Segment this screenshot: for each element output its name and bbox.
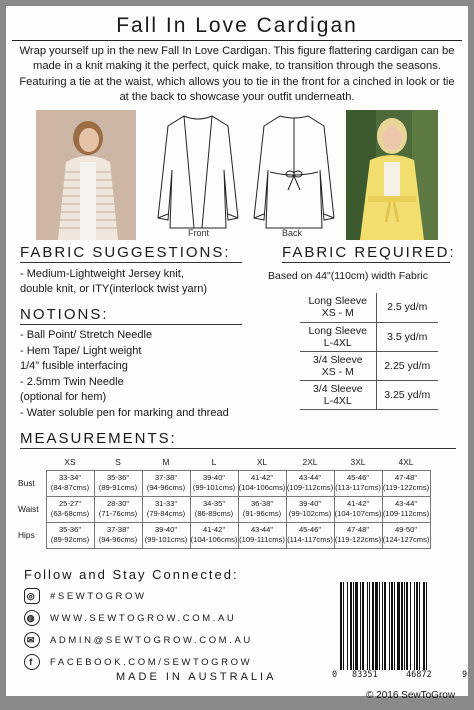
cm-value: (99-102cms) — [288, 509, 332, 518]
cm-value: (109-112cms) — [382, 509, 430, 518]
cm-value: (79-84cms) — [146, 509, 186, 518]
table-cell — [334, 522, 382, 548]
inches-value: 43-44" — [298, 473, 322, 482]
inches-value: 33-34" — [58, 473, 82, 482]
cm-value: (109-111cms) — [239, 535, 285, 544]
cm-value: (63-68cms) — [50, 509, 90, 518]
fabric-amount: 3.5 yd/m — [376, 322, 438, 351]
barcode-digits-2: 46872 — [406, 670, 432, 680]
barcode-bar — [404, 582, 405, 670]
table-cell — [334, 470, 382, 496]
list-item: (optional for hem) — [20, 391, 107, 404]
table-cell — [286, 496, 334, 522]
barcode-bar — [414, 582, 415, 670]
barcode-bar — [355, 582, 358, 670]
inches-value: 36-38" — [250, 499, 274, 508]
inches-value: 35-36" — [106, 473, 130, 482]
inches-value: 28-30" — [106, 499, 130, 508]
table-cell — [238, 522, 286, 548]
list-item: - 2.5mm Twin Needle — [20, 375, 124, 388]
inches-value: 41-42" — [346, 499, 370, 508]
inches-value: 34-35" — [202, 499, 226, 508]
inches-value: 49-50" — [394, 525, 418, 534]
table-cell — [94, 496, 142, 522]
inches-value: 47-48" — [346, 525, 370, 534]
list-item: - Ball Point/ Stretch Needle — [20, 329, 153, 341]
barcode-bar — [416, 582, 418, 670]
barcode-digits-1: 83351 — [352, 670, 378, 680]
size-header: 3XL — [350, 456, 366, 467]
size-range: L-4XL — [323, 336, 352, 349]
cm-value: (84-87cms) — [50, 483, 90, 492]
table-row — [16, 470, 430, 496]
list-item: 1/4" fusible interfacing — [20, 360, 128, 373]
fabric-required-rule — [282, 262, 450, 263]
sleeve-type: 3/4 Sleeve — [312, 353, 363, 366]
pattern-back-cover — [6, 6, 468, 701]
size-range: XS - M — [321, 365, 354, 378]
list-item: double knit, or ITY(interlock twist yarn) — [20, 282, 208, 295]
row-label: Waist — [18, 504, 39, 514]
facebook-icon: f — [24, 654, 40, 670]
size-header: XL — [256, 456, 268, 467]
table-row — [300, 351, 438, 380]
fabric-amount: 2.25 yd/m — [376, 351, 438, 380]
notions-list — [20, 328, 229, 422]
table-row — [300, 380, 438, 409]
instagram-icon: ◎ — [24, 588, 40, 604]
size-header: 4XL — [398, 456, 414, 467]
intro-paragraph: Wrap yourself up in the new Fall In Love Cardigan. This figure flattering cardigan can be made in a knit making it the perfect, quick make, to transition through the seasons. Featuring a tie at the waist, which allows you to tie in the front for a cinched in look or tie at the back to showcase your outfit underneath. — [19, 45, 455, 103]
facebook-url: FACEBOOK.COM/SEWTOGROW — [50, 656, 253, 668]
table-row — [300, 322, 438, 351]
cm-value: (99-101cms) — [192, 483, 236, 492]
globe-icon: ◍ — [24, 610, 40, 626]
size-header: L — [211, 456, 217, 467]
table-cell — [46, 522, 94, 548]
inches-value: 25-27" — [58, 499, 82, 508]
barcode-bar — [350, 582, 352, 670]
list-item: - Medium-Lightweight Jersey knit, — [20, 268, 184, 280]
size-range: L-4XL — [323, 394, 352, 407]
website-url: WWW.SEWTOGROW.COM.AU — [50, 612, 237, 624]
fabric-suggestions-heading: FABRIC SUGGESTIONS: — [20, 244, 231, 261]
title-divider — [12, 40, 462, 41]
inches-value: 37-38" — [106, 525, 130, 534]
follow-heading: Follow and Stay Connected: — [24, 567, 239, 582]
cm-value: (99-101cms) — [144, 535, 188, 544]
inches-value: 43-44" — [394, 499, 418, 508]
table-cell — [382, 496, 430, 522]
email-link[interactable] — [24, 632, 253, 648]
inches-value: 41-42" — [250, 473, 274, 482]
cm-value: (124-127cms) — [382, 535, 430, 544]
model-photo-striped — [36, 110, 136, 240]
barcode-bar — [353, 582, 354, 670]
fabric-suggestions-rule — [20, 262, 242, 263]
barcode-bar — [406, 582, 408, 670]
barcode-digit-left: 0 — [332, 670, 338, 680]
cm-value: (91-96cms) — [242, 509, 282, 518]
page-title: Fall In Love Cardigan — [116, 14, 358, 37]
inches-value: 41-42" — [202, 525, 226, 534]
inches-value: 39-40" — [298, 499, 322, 508]
table-cell — [382, 522, 430, 548]
measurements-heading: MEASUREMENTS: — [20, 430, 177, 447]
fabric-width-note: Based on 44"(110cm) width Fabric — [268, 270, 428, 282]
cm-value: (89-92cms) — [50, 535, 90, 544]
barcode-bar — [397, 582, 400, 670]
barcode-bar — [410, 582, 411, 670]
cm-value: (94-96cms) — [98, 535, 138, 544]
barcode-bar — [394, 582, 395, 670]
size-header: XS — [64, 456, 76, 467]
back-sketch — [250, 110, 338, 238]
size-header: 2XL — [302, 456, 318, 467]
fabric-required-table — [300, 293, 438, 410]
list-item: - Water soluble pen for marking and thread — [20, 406, 229, 419]
table-cell — [190, 496, 238, 522]
barcode-bar — [382, 582, 383, 670]
measurements-rule — [20, 448, 456, 449]
table-row — [300, 293, 438, 322]
fabric-amount: 2.5 yd/m — [376, 293, 438, 322]
size-header: S — [115, 456, 121, 467]
barcode-bar — [372, 582, 374, 670]
front-label: Front — [188, 228, 210, 238]
website-link[interactable] — [24, 610, 236, 626]
inches-value: 31-33" — [154, 499, 178, 508]
table-cell — [286, 470, 334, 496]
inches-value: 45-46" — [346, 473, 370, 482]
table-cell — [142, 470, 190, 496]
size-header: M — [162, 456, 170, 467]
sleeve-type: Long Sleeve — [308, 295, 367, 308]
table-cell — [334, 496, 382, 522]
table-cell — [238, 496, 286, 522]
barcode-bar — [369, 582, 370, 670]
fabric-required-heading: FABRIC REQUIRED: — [282, 244, 456, 261]
barcode-bar — [362, 582, 364, 670]
cm-value: (104-107cms) — [334, 509, 382, 518]
cm-value: (113-117cms) — [335, 483, 381, 492]
inches-value: 47-48" — [394, 473, 418, 482]
barcode-bar — [347, 582, 348, 670]
fabric-suggestions-list — [20, 267, 207, 296]
barcode-bar — [384, 582, 386, 670]
barcode-bar — [360, 582, 361, 670]
facebook-link[interactable] — [24, 654, 252, 670]
barcode-bar — [340, 582, 342, 670]
copyright: © 2016 SewToGrow — [366, 690, 456, 701]
cm-value: (119-122cms) — [382, 483, 430, 492]
table-cell — [142, 496, 190, 522]
size-range: XS - M — [321, 307, 354, 320]
instagram-handle: #SEWTOGROW — [50, 590, 147, 602]
barcode-digit-right: 9 — [462, 670, 468, 680]
size-header-row — [16, 454, 430, 470]
made-in-label: MADE IN AUSTRALIA — [116, 671, 277, 683]
barcode-bar — [375, 582, 378, 670]
table-row — [16, 496, 430, 522]
instagram-link[interactable] — [24, 588, 147, 604]
barcode-bar — [423, 582, 425, 670]
fabric-amount: 3.25 yd/m — [376, 380, 438, 409]
email-icon: ✉ — [24, 632, 40, 648]
table-cell — [46, 496, 94, 522]
cm-value: (109-112cms) — [286, 483, 334, 492]
barcode-bar — [401, 582, 403, 670]
barcode-bar — [379, 582, 380, 670]
cm-value: (94-96cms) — [146, 483, 186, 492]
cm-value: (89-91cms) — [98, 483, 138, 492]
row-label: Hips — [18, 530, 35, 540]
front-sketch — [154, 110, 242, 238]
cm-value: (104-106cms) — [238, 483, 286, 492]
barcode-bar — [419, 582, 420, 670]
table-row — [16, 522, 430, 548]
table-cell — [142, 522, 190, 548]
notions-rule — [20, 324, 242, 325]
inches-value: 37-38" — [154, 473, 178, 482]
barcode-bar — [391, 582, 393, 670]
barcode-bar — [367, 582, 368, 670]
cm-value: (86-89cms) — [194, 509, 234, 518]
barcode-bar — [426, 582, 427, 670]
back-label: Back — [282, 228, 303, 238]
inches-value: 43-44" — [250, 525, 274, 534]
table-cell — [94, 470, 142, 496]
table-cell — [382, 470, 430, 496]
list-item: - Hem Tape/ Light weight — [20, 344, 142, 357]
barcode-bar — [389, 582, 390, 670]
cm-value: (71-76cms) — [98, 509, 138, 518]
model-photo-yellow — [346, 110, 438, 240]
inches-value: 35-36" — [58, 525, 82, 534]
table-cell — [238, 470, 286, 496]
notions-heading: NOTIONS: — [20, 306, 109, 323]
inches-value: 39-40" — [202, 473, 226, 482]
cm-value: (119-122cms) — [334, 535, 382, 544]
cm-value: (104-106cms) — [190, 535, 238, 544]
sleeve-type: 3/4 Sleeve — [312, 382, 363, 395]
table-cell — [190, 522, 238, 548]
measurements-table — [16, 454, 431, 549]
barcode — [338, 582, 466, 670]
table-cell — [46, 470, 94, 496]
inches-value: 39-40" — [154, 525, 178, 534]
barcode-bar — [343, 582, 344, 670]
table-cell — [286, 522, 334, 548]
cm-value: (114-117cms) — [287, 535, 333, 544]
email-address: ADMIN@SEWTOGROW.COM.AU — [50, 634, 253, 646]
table-cell — [190, 470, 238, 496]
sleeve-type: Long Sleeve — [308, 324, 367, 337]
table-cell — [94, 522, 142, 548]
row-label: Bust — [18, 478, 35, 488]
inches-value: 45-46" — [298, 525, 322, 534]
